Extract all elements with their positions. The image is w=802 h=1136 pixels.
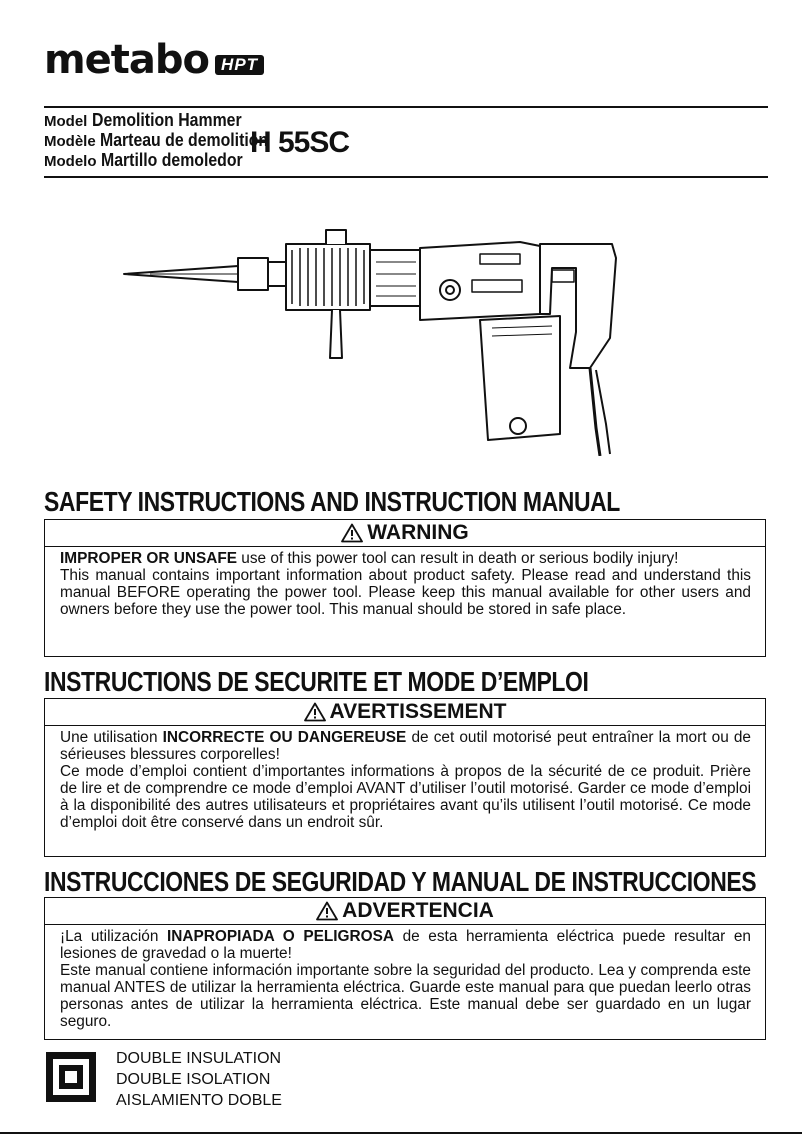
warning-label: WARNING (367, 521, 469, 544)
insulation-line: DOUBLE ISOLATION (116, 1071, 271, 1088)
warning-header (45, 699, 765, 726)
bottom-rule (0, 1132, 802, 1134)
warning-lead: use of this power tool can result in death or serious bodily injury! (237, 550, 679, 567)
brand-logo (44, 38, 264, 82)
warning-triangle-icon (304, 702, 326, 722)
warning-box-fr (44, 698, 766, 857)
warning-text (45, 547, 765, 620)
demolition-hammer-illustration (120, 228, 620, 456)
warning-triangle-icon (341, 523, 363, 543)
warning-text (45, 925, 765, 1032)
warning-lead: de cet outil motorisé peut entraîner la mort ou de sérieuses blessures corporelles! (60, 729, 751, 763)
model-value: Demolition Hammer (91, 110, 242, 130)
warning-box-en (44, 519, 766, 657)
warning-body: Ce mode d’emploi contient d’importantes informations à propos de la sécurité de ce produit. Prière de lire et de comprendre ce mode d’emploi AVANT d’utiliser l’outil motorisé. Garder ce mode d’emploi à la disponibilité des autres utilisateurs et propriétaires avant qu’ils utilisent l’outil motorisé. Ce mode d’emploi doit être conservé dans un endroit sûr. (60, 763, 751, 831)
model-label: Modèle (44, 133, 96, 150)
section-title-en: SAFETY INSTRUCTIONS AND INSTRUCTION MANUAL (44, 486, 620, 517)
brand-badge: HPT (215, 55, 264, 75)
warning-lead-bold: INCORRECTE OU DANGEREUSE (162, 729, 407, 746)
section-title-fr: INSTRUCTIONS DE SECURITE ET MODE D’EMPLOI (44, 666, 589, 697)
model-value: Marteau de demolition (100, 130, 269, 150)
section-title-es: INSTRUCCIONES DE SEGURIDAD Y MANUAL DE INSTRUCCIONES (44, 866, 757, 897)
warning-body: This manual contains important information about product safety. Please read and understand this manual BEFORE operating the power tool. Please keep this manual available for other users and owners before they use the power tool. This manual should be stored in safe place. (60, 567, 751, 618)
warning-header (45, 898, 765, 925)
warning-lead-bold: INAPROPIADA O PELIGROSA (167, 928, 394, 945)
warning-box-es (44, 897, 766, 1040)
insulation-line: DOUBLE INSULATION (116, 1050, 282, 1067)
double-insulation-icon (44, 1050, 98, 1104)
warning-label: ADVERTENCIA (342, 899, 494, 922)
model-value: Martillo demoledor (100, 150, 243, 170)
warning-text (45, 726, 765, 833)
insulation-line: AISLAMIENTO DOBLE (116, 1092, 282, 1109)
model-label: Modelo (44, 153, 97, 170)
warning-body: Este manual contiene información importante sobre la seguridad del producto. Lea y comprenda este manual ANTES de utilizar la herramienta eléctrica. Guarde este manual para que puedan leerlo otras personas antes de utilizar la herramienta eléctrica. Este manual debe ser guardado en un lugar seguro. (60, 962, 751, 1030)
brand-name: metabo (44, 37, 210, 83)
model-rule (44, 176, 768, 178)
warning-lead: de esta herramienta eléctrica puede resultar en lesiones de gravedad o la muerte! (60, 928, 751, 962)
top-rule (44, 106, 768, 108)
warning-triangle-icon (316, 901, 338, 921)
model-number: H 55SC (250, 126, 350, 159)
warning-lead-pre: ¡La utilización (60, 928, 168, 945)
model-label: Model (44, 113, 88, 130)
warning-lead-pre: Une utilisation (60, 729, 163, 746)
warning-lead-bold: IMPROPER OR UNSAFE (60, 550, 238, 567)
warning-label: AVERTISSEMENT (329, 700, 507, 723)
warning-header (45, 520, 765, 547)
double-insulation-text (116, 1048, 282, 1111)
